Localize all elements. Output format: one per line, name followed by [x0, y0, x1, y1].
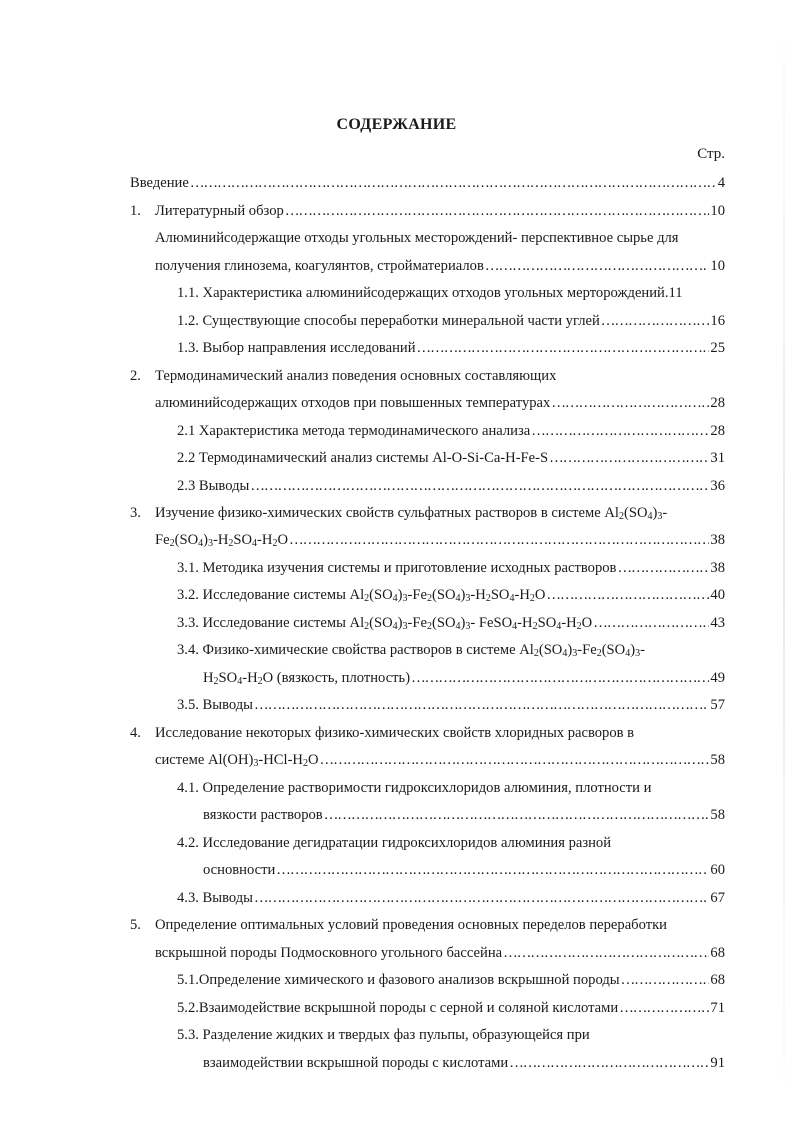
dot-leader: [549, 450, 709, 467]
toc-entry-text: 3.5. Выводы: [177, 697, 253, 713]
toc-section-5-line-1[interactable]: Определение оптимальных условий проведения основных переделов переработки: [155, 917, 667, 933]
toc-section-2-line-1[interactable]: Термодинамический анализ поведения основных составляющих: [155, 368, 557, 384]
toc-section-4-line-1[interactable]: Исследование некоторых физико-химических свойств хлоридных расворов в: [155, 725, 635, 741]
toc-entry-page: 91: [710, 1055, 725, 1071]
dot-leader: [485, 258, 710, 275]
toc-entry-page: 10: [710, 203, 725, 219]
toc-entry-text: алюминийсодержащих отходов при повышенных температурах: [155, 395, 551, 411]
toc-entry-3-1[interactable]: [177, 560, 725, 580]
toc-entry-page: 67: [710, 890, 725, 906]
dot-leader: [593, 615, 709, 632]
section-number: 2.: [130, 368, 141, 384]
toc-entry-page: 38: [710, 560, 725, 576]
toc-entry-text: вскрышной породы Подмосковного угольного бассейна: [155, 945, 503, 961]
toc-entry-2-2[interactable]: [177, 450, 725, 470]
toc-section-1[interactable]: [155, 203, 725, 223]
toc-entry-1-3[interactable]: [177, 340, 725, 360]
toc-entry-page: 60: [710, 862, 725, 878]
toc-entry-text: основности: [203, 862, 276, 878]
dot-leader: [324, 807, 710, 824]
toc-entry-page: 58: [710, 807, 725, 823]
toc-entry-text: Литературный обзор: [155, 203, 284, 219]
toc-section-3[interactable]: [155, 532, 725, 552]
toc-subheading[interactable]: [155, 258, 725, 278]
dot-leader: [254, 890, 709, 907]
scan-edge: [783, 0, 785, 1122]
dot-leader: [617, 560, 709, 577]
dot-leader: [546, 587, 709, 604]
toc-entry-text: 2.2 Термодинамический анализ системы Al-O-Si-Ca-H-Fe-S: [177, 450, 549, 466]
toc-entry-text: 1.1. Характеристика алюминийсодержащих отходов угольных мерторождений.: [177, 285, 669, 301]
toc-entry-page: 68: [710, 972, 725, 988]
toc-entry-text: взаимодействии вскрышной породы с кислотами: [203, 1055, 509, 1071]
toc-entry-page: 58: [710, 752, 725, 768]
toc-entry-2-3[interactable]: [177, 478, 725, 498]
toc-entry-page: 43: [710, 615, 725, 631]
toc-entry-4-2-line-1[interactable]: 4.2. Исследование дегидратации гидроксихлоридов алюминия разной: [177, 835, 612, 851]
toc-section-2[interactable]: [155, 395, 725, 415]
toc-entry-text: 3.3. Исследование системы $Al_2(SO_4)_3-Fe_2(SO_4)_3-$ $FeSO_4-H_2SO_4-H_2O$: [177, 615, 593, 632]
toc-entry-page: 36: [710, 478, 725, 494]
dot-leader: [417, 340, 710, 357]
section-number: 3.: [130, 505, 141, 521]
section-number: 5.: [130, 917, 141, 933]
dot-leader: [254, 697, 709, 714]
toc-entry-text: получения глинозема, коагулянтов, стройматериалов: [155, 258, 484, 274]
toc-entry-text: системе $Al(OH)_3-HCl-H_2O$: [155, 752, 319, 769]
toc-entry-page: 10: [710, 258, 725, 274]
dot-leader: [285, 203, 710, 220]
page-title: СОДЕРЖАНИЕ: [336, 116, 457, 133]
toc-entry-4-2[interactable]: [203, 862, 725, 882]
toc-section-5[interactable]: [155, 945, 725, 965]
toc-entry-text: 1.2. Существующие способы переработки минеральной части углей: [177, 313, 600, 329]
toc-entry-text: 2.1 Характеристика метода термодинамического анализа: [177, 423, 531, 439]
toc-entry-3-5[interactable]: [177, 697, 725, 717]
dot-leader: [320, 752, 710, 769]
toc-entry-3-4[interactable]: [203, 670, 725, 690]
toc-entry-page: 68: [710, 945, 725, 961]
dot-leader: [411, 670, 709, 687]
dot-leader: [503, 945, 709, 962]
toc-entry-5-3[interactable]: [203, 1055, 725, 1075]
toc-entry-3-2[interactable]: [177, 587, 725, 607]
dot-leader: [276, 862, 709, 879]
dot-leader: [250, 478, 709, 495]
toc-entry-page: 38: [710, 532, 725, 548]
toc-entry-page: 25: [710, 340, 725, 356]
toc-entry-2-1[interactable]: [177, 423, 725, 443]
toc-entry-page: 4: [717, 175, 725, 191]
toc-entry-1-1[interactable]: [177, 285, 725, 305]
toc-entry-1-2[interactable]: [177, 313, 725, 333]
dot-leader: [190, 175, 717, 192]
dot-leader: [619, 1000, 709, 1017]
toc-entry-page: 40: [710, 587, 725, 603]
toc-entry-4-1-line-1[interactable]: 4.1. Определение растворимости гидроксихлоридов алюминия, плотности и: [177, 780, 652, 796]
toc-entry-text: 3.1. Методика изучения системы и приготовление исходных растворов: [177, 560, 617, 576]
toc-entry-text: $Fe_2(SO_4)_3-H_2SO_4-H_2O$: [155, 532, 288, 549]
toc-section-3-line-1[interactable]: Изучение физико-химических свойств сульфатных растворов в системе $Al_2(SO_4)_3-$: [155, 505, 668, 522]
toc-entry-text: Введение: [130, 175, 189, 191]
dot-leader: [621, 972, 710, 989]
dot-leader: [531, 423, 709, 440]
toc-entry-text: $H_2SO_4-H_2O$ (вязкость, плотность): [203, 670, 411, 687]
toc-entry-5-1[interactable]: [177, 972, 725, 992]
toc-entry-page: 16: [710, 313, 725, 329]
dot-leader: [509, 1055, 709, 1072]
dot-leader: [289, 532, 709, 549]
toc-entry-text: вязкости растворов: [203, 807, 323, 823]
page-column-label: Стр.: [697, 146, 725, 162]
toc-entry-text: 2.3 Выводы: [177, 478, 250, 494]
toc-section-4[interactable]: [155, 752, 725, 772]
toc-entry-3-3[interactable]: [177, 615, 725, 635]
toc-entry-page: 49: [710, 670, 725, 686]
section-number: 1.: [130, 203, 141, 219]
toc-entry-text: 1.3. Выбор направления исследований: [177, 340, 416, 356]
toc-entry-text: 5.1.Определение химического и фазового анализов вскрышной породы: [177, 972, 620, 988]
toc-entry-page: 71: [710, 1000, 725, 1016]
toc-entry-page: 28: [710, 423, 725, 439]
dot-leader: [551, 395, 709, 412]
toc-entry-3-4-line-1[interactable]: 3.4. Физико-химические свойства растворов в системе $Al_2(SO_4)_3-Fe_2(SO_4)_3-$: [177, 642, 645, 659]
toc-entry-page: 31: [710, 450, 725, 466]
toc-entry-4-1[interactable]: [203, 807, 725, 827]
toc-entry-page: 11: [668, 285, 683, 301]
dot-leader: [601, 313, 710, 330]
toc-entry-5-3-line-1[interactable]: 5.3. Разделение жидких и твердых фаз пульпы, образующейся при: [177, 1027, 590, 1043]
section-number: 4.: [130, 725, 141, 741]
toc-entry-text: 3.2. Исследование системы $Al_2(SO_4)_3-Fe_2(SO_4)_3-H_2SO_4-H_2O$: [177, 587, 546, 604]
toc-entry-page: 28: [710, 395, 725, 411]
toc-subheading-line-1[interactable]: Алюминийсодержащие отходы угольных месторождений- перспективное сырье для: [155, 230, 679, 246]
toc-entry-text: 4.3. Выводы: [177, 890, 253, 906]
toc-entry-intro[interactable]: [130, 175, 725, 195]
toc-entry-4-3[interactable]: [177, 890, 725, 910]
toc-entry-page: 57: [710, 697, 725, 713]
toc-entry-text: 5.2.Взаимодействие вскрышной породы с серной и соляной кислотами: [177, 1000, 619, 1016]
toc-entry-5-2[interactable]: [177, 1000, 725, 1020]
